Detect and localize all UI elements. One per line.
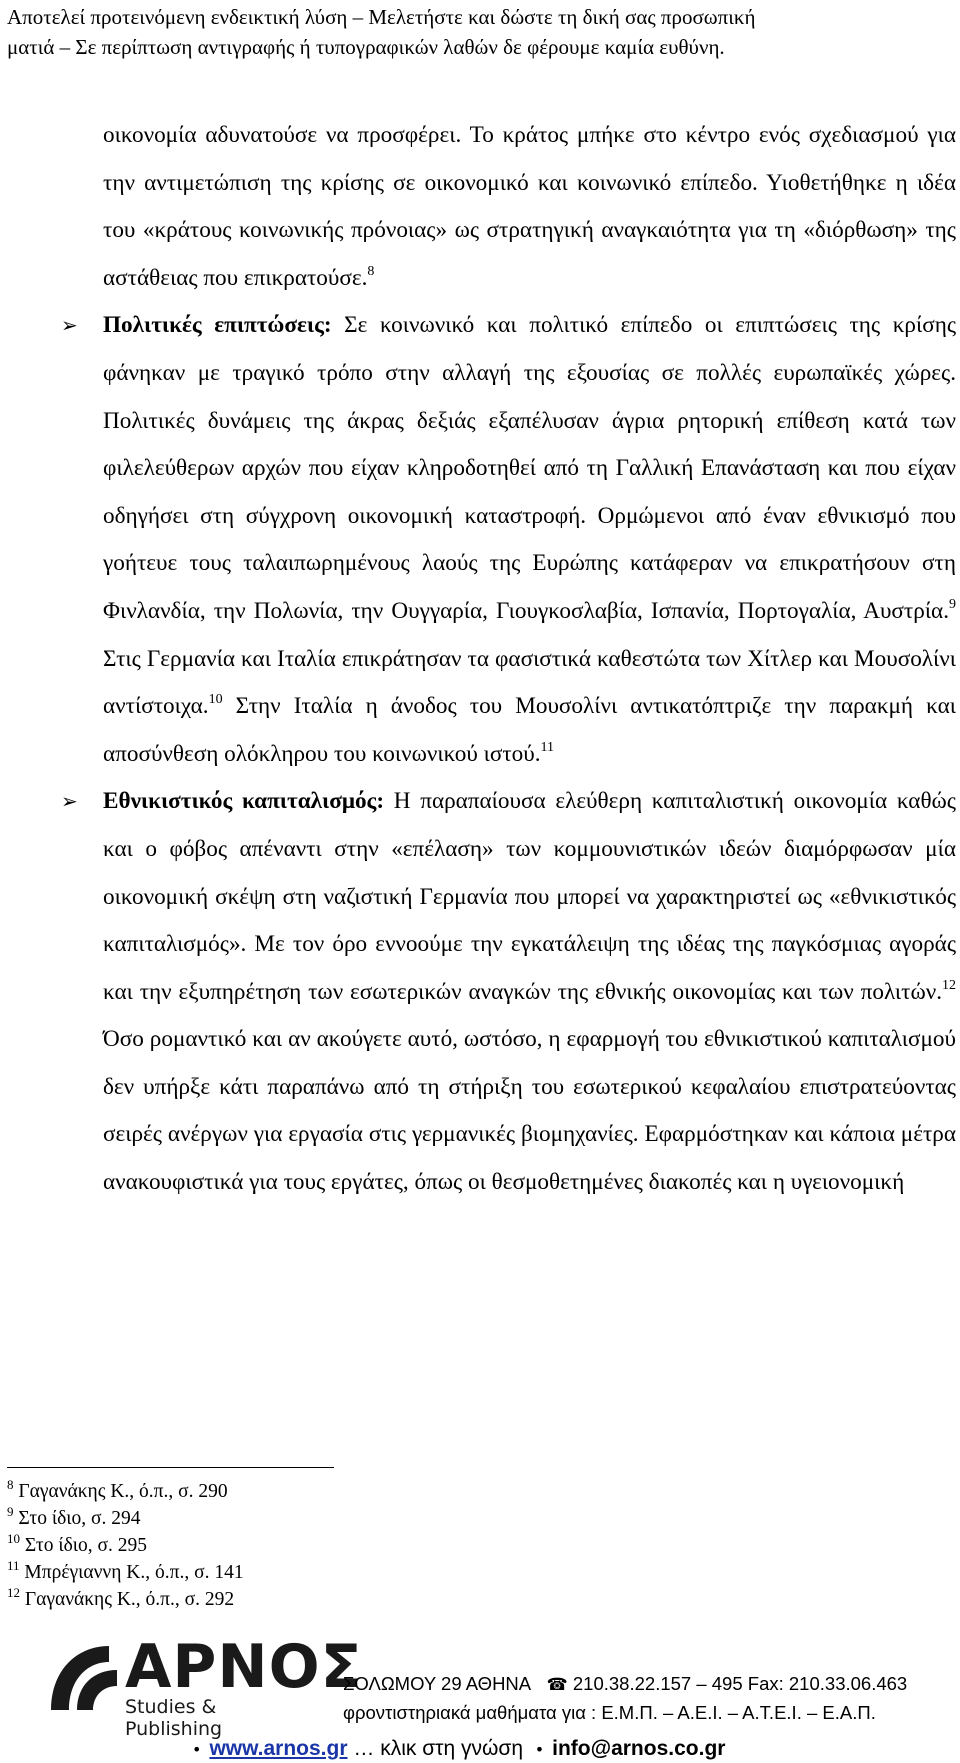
footnote-number: 10 [7,1531,20,1546]
paragraph-intro [103,112,956,302]
footnotes [7,1478,244,1613]
bullet-nationalist-capitalism [61,778,956,1206]
arrow-bullet-icon: ➢ [61,313,78,338]
footer-links [192,1736,952,1763]
footnote-text: Γαγανάκης Κ., ό.π., σ. 292 [24,1589,235,1610]
footnote-text: Γαγανάκης Κ., ό.π., σ. 290 [18,1481,228,1502]
website-link[interactable]: www.arnos.gr [209,1737,348,1760]
footnote-item [7,1559,244,1586]
arnos-logo [47,1632,363,1740]
term-nationalist-capitalism: Εθνικιστικός καπιταλισμός: [103,788,385,815]
phone-icon: ☎ [546,1675,568,1695]
logo-name: ΑΡΝΟΣ [125,1632,363,1702]
page-header [7,2,957,62]
bullet-text: Στην Ιταλία η άνοδος του Μουσολίνι αντικατόπτριζε την παρακμή και αποσύνθεση ολόκληρου του κοινωνικού ιστού. [103,693,956,767]
footnote-ref[interactable]: 8 [367,263,375,279]
footnote-number: 9 [7,1504,14,1519]
footnote-item [7,1478,244,1505]
page-footer [0,1632,960,1760]
footnote-divider [7,1467,334,1468]
contact-line-address [343,1670,953,1699]
footnote-number: 12 [7,1585,20,1600]
paragraph-intro-text: οικονομία αδυνατούσε να προσφέρει. Το κράτος μπήκε στο κέντρο ενός σχεδιασμού για την αντιμετώπιση της κρίσης σε οικονομικό και κοινωνικό επίπεδο. Υιοθετήθηκε η ιδέα του «κράτους κοινωνικής πρόνοιας» ως στρατηγική αναγκαιότητα για τη «διόρθωση» της αστάθειας που επικρατούσε. [103,122,956,291]
email-link[interactable]: info@arnos.co.gr [552,1737,726,1760]
bullet-text: Σε κοινωνικό και πολιτικό επίπεδο οι επιπτώσεις της κρίσης φάνηκαν με τραγικό τρόπο στην αλλαγή της εξουσίας σε πολλές ευρωπαϊκές χώρες. Πολιτικές δυνάμεις της άκρας δεξιάς εξαπέλυσαν άγρια ρητορική επίθεση κατά των φιλελεύθερων αρχών που είχαν κληροδοτηθεί από τη Γαλλική Επανάσταση και που είχαν οδηγήσει στη σύγχρονη οικονομική καταστροφή. Ορμώμενοι από έναν εθνικισμό που γοήτευε τους ταλαιπωρημένους λαούς της Ευρώπης κατάφεραν να επικρατήσουν στη Φινλανδία, την Πολωνία, την Ουγγαρία, Γιουγκοσλαβία, Ισπανία, Πορτογαλία, Αυστρία. [103,312,956,624]
tagline: … κλικ στη γνώση [347,1737,529,1760]
arnos-logo-mark-icon [47,1640,127,1714]
bullet-icon: • [534,1740,545,1759]
logo-subtitle: Studies & Publishing [125,1696,223,1740]
term-political-effects: Πολιτικές επιπτώσεις: [103,312,332,339]
footnote-text: Στο ίδιο, σ. 294 [18,1508,141,1529]
footnote-number: 8 [7,1477,14,1492]
bullet-icon: • [192,1740,202,1759]
footnote-ref[interactable]: 11 [540,739,555,755]
footnote-number: 11 [7,1558,20,1573]
footnote-text: Μπρέγιαννη Κ., ό.π., σ. 141 [24,1562,244,1583]
address: ΣΟΛΩΜΟΥ 29 ΑΘΗΝΑ [343,1673,532,1694]
bullet-text: Η παραπαίουσα ελεύθερη καπιταλιστική οικονομία καθώς και ο φόβος απέναντι στην «επέλαση» των κομμουνιστικών ιδεών διαμόρφωσαν μία οικονομική σκέψη στη ναζιστική Γερμανία που μπορεί να χαρακτηριστεί ως «εθνικιστικός καπιταλισμός». Με τον όρο εννοούμε την εγκατάλειψη της ιδέας της παγκόσμιας αγοράς και την εξυπηρέτηση των εσωτερικών αναγκών της εθνικής οικονομίας και των πολιτών. [103,788,956,1005]
contact-info [343,1670,953,1727]
bullet-text: Όσο ρομαντικό και αν ακούγετε αυτό, ωστόσο, η εφαρμογή του εθνικιστικού καπιταλισμού δεν υπήρξε κάτι παραπάνω από τη στήριξη του εσωτερικού κεφαλαίου επιστρατεύοντας σειρές ανέργων για εργασία στις γερμανικές βιομηχανίες. Εφαρμόστηκαν και κάποια μέτρα ανακουφιστικά για τους εργάτες, όπως οι θεσμοθετημένες διακοπές και η υγειονομική [103,1026,956,1196]
courses: φροντιστηριακά μαθήματα για : Ε.Μ.Π. – Α.Ε.Ι. – Α.Τ.Ε.Ι. – Ε.Α.Π. [343,1702,876,1723]
footnote-ref[interactable]: 12 [942,977,956,993]
footnote-text: Στο ίδιο, σ. 295 [24,1535,148,1556]
footnote-ref[interactable]: 9 [949,596,956,612]
arrow-bullet-icon: ➢ [61,789,78,814]
footnote-ref[interactable]: 10 [208,692,223,708]
footnote-item [7,1532,244,1559]
footnote-item [7,1505,244,1532]
phone-fax: 210.38.22.157 – 495 Fax: 210.33.06.463 [572,1673,908,1694]
bullet-text: Στις Γερμανία και Ιταλία επικράτησαν τα φασιστικά καθεστώτα των Χίτλερ και Μουσολίνι αντίστοιχα. [103,645,956,720]
bullet-political-effects [61,302,956,778]
main-text [61,112,956,1207]
header-line-1: Αποτελεί προτεινόμενη ενδεικτική λύση – Μελετήστε και δώστε τη δική σας προσωπική [7,5,756,29]
header-line-2: ματιά – Σε περίπτωση αντιγραφής ή τυπογραφικών λαθών δε φέρουμε καμία ευθύνη. [7,35,725,59]
footnote-item [7,1586,244,1613]
